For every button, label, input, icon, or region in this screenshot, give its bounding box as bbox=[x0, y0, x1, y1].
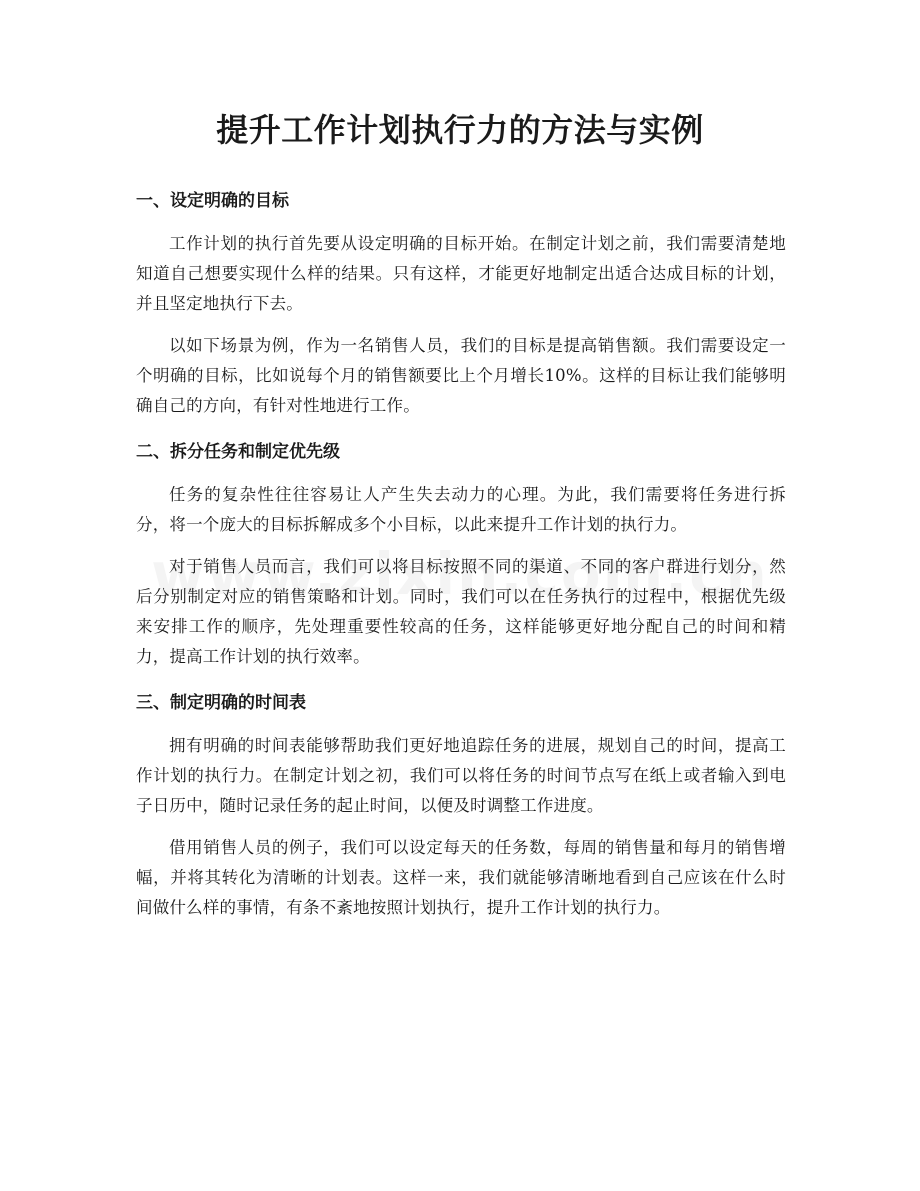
paragraph: 对于销售人员而言，我们可以将目标按照不同的渠道、不同的客户群进行划分，然后分别制定对应的销售策略和计划。同时，我们可以在任务执行的过程中，根据优先级来安排工作的顺序，先处理重要性较高的任务，这样能够更好地分配自己的时间和精力，提高工作计划的执行效率。 bbox=[136, 557, 786, 666]
paragraph: 以如下场景为例，作为一名销售人员，我们的目标是提高销售额。我们需要设定一个明确的目标，比如说每个月的销售额要比上个月增长10%。这样的目标让我们能够明确自己的方向，有针对性地进行工作。 bbox=[136, 336, 786, 415]
paragraph: 工作计划的执行首先要从设定明确的目标开始。在制定计划之前，我们需要清楚地知道自己想要实现什么样的结果。只有这样，才能更好地制定出适合达成目标的计划，并且坚定地执行下去。 bbox=[136, 234, 786, 313]
section-heading: 三、制定明确的时间表 bbox=[136, 693, 306, 713]
document-title: 提升工作计划执行力的方法与实例 bbox=[216, 111, 704, 149]
paragraph: 借用销售人员的例子，我们可以设定每天的任务数，每周的销售量和每月的销售增幅，并将其转化为清晰的计划表。这样一来，我们就能够清晰地看到自己应该在什么时间做什么样的事情，有条不紊地按照计划执行，提升工作计划的执行力。 bbox=[136, 838, 786, 917]
section-clear-timetable bbox=[136, 688, 786, 923]
section-heading: 一、设定明确的目标 bbox=[136, 191, 289, 211]
document-body bbox=[136, 186, 786, 935]
section-split-tasks-priorities bbox=[136, 437, 786, 672]
paragraph: 任务的复杂性往往容易让人产生失去动力的心理。为此，我们需要将任务进行拆分，将一个庞大的目标拆解成多个小目标，以此来提升工作计划的执行力。 bbox=[136, 485, 786, 534]
section-set-clear-goals bbox=[136, 186, 786, 421]
paragraph: 拥有明确的时间表能够帮助我们更好地追踪任务的进展，规划自己的时间，提高工作计划的执行力。在制定计划之初，我们可以将任务的时间节点写在纸上或者输入到电子日历中，随时记录任务的起止时间，以便及时调整工作进度。 bbox=[136, 736, 786, 815]
section-heading: 二、拆分任务和制定优先级 bbox=[136, 442, 340, 462]
